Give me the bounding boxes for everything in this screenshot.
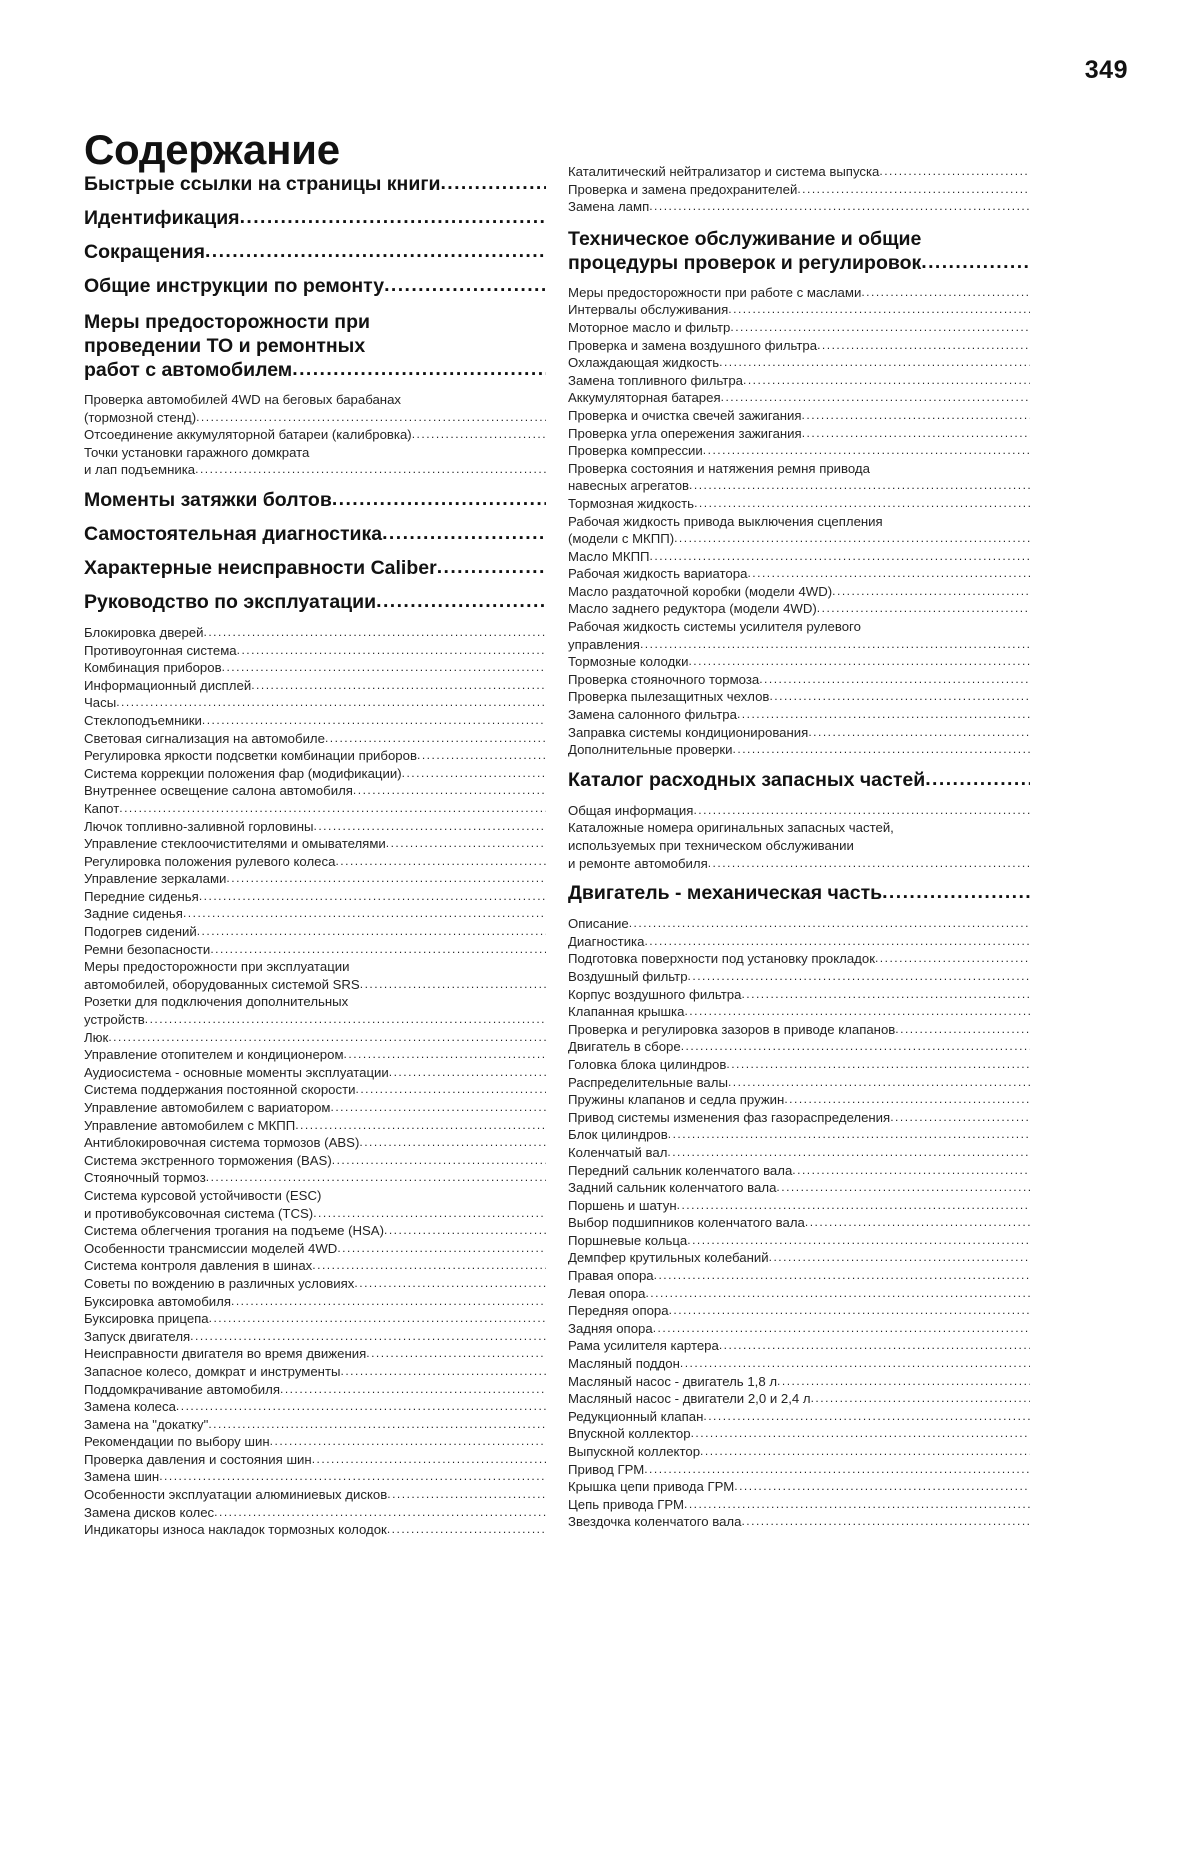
toc-entry-label: Впускной коллектор (568, 1426, 691, 1442)
toc-entry-continuation: Проверка состояния и натяжения ремня привода (568, 460, 870, 476)
toc-entry-label: Передние сиденья (84, 888, 199, 904)
toc-entry-label: Интервалы обслуживания (568, 302, 729, 318)
toc-entry-label: Рама усилителя картера (568, 1338, 719, 1354)
toc-entry-label: Блокировка дверей (84, 624, 204, 640)
toc-entry-label: Отсоединение аккумуляторной батареи (калибровка) (84, 427, 412, 443)
toc-entry-continuation: Рабочая жидкость системы усилителя рулевого (568, 619, 861, 635)
toc-entry-label: Проверка пылезащитных чехлов (568, 689, 770, 705)
toc-entry-label: Особенности трансмиссии моделей 4WD (84, 1240, 338, 1256)
toc-entry-label: Головка блока цилиндров (568, 1056, 727, 1072)
toc-entry-label: Система контроля давления в шинах (84, 1258, 313, 1274)
toc-entry-label: Капот (84, 800, 120, 816)
toc-entry-label: и ремонте автомобиля (568, 855, 708, 871)
toc-entry-label: Управление автомобилем с МКПП (84, 1117, 296, 1133)
toc-entry-label: Масляный насос - двигатели 2,0 и 2,4 л (568, 1391, 811, 1407)
toc-entry-label: Общая информация (568, 802, 694, 818)
toc-entry-label: и противобуксовочная система (TCS) (84, 1205, 314, 1221)
toc-column-right (568, 163, 1030, 1531)
toc-entry-label: Масло МКПП (568, 548, 650, 564)
toc-entry-label: Поршневые кольца (568, 1232, 688, 1248)
toc-entry-label: Рекомендации по выбору шин (84, 1434, 270, 1450)
toc-entry-continuation: Точки установки гаражного домкрата (84, 444, 310, 460)
toc-entry-label: Двигатель в сборе (568, 1039, 681, 1055)
toc-entry-label: Охлаждающая жидкость (568, 355, 720, 371)
toc-entry-label: Замена шин (84, 1469, 160, 1485)
toc-entry-label: Сокращения (84, 241, 205, 263)
toc-entry-label: Масло раздаточной коробки (модели 4WD) (568, 583, 833, 599)
toc-entry-label: Система коррекции положения фар (модификации) (84, 765, 402, 781)
toc-entry-label: Задняя опора (568, 1320, 653, 1336)
toc-entry-label: Правая опора (568, 1268, 654, 1284)
toc-entry-continuation: Каталожные номера оригинальных запасных частей, (568, 820, 894, 836)
toc-entry-label: Поршень и шатун (568, 1197, 677, 1213)
toc-entry-label: Буксировка автомобиля (84, 1293, 232, 1309)
toc-entry-label: Замена ламп (568, 199, 650, 215)
toc-entry-label: Привод системы изменения фаз газораспределения (568, 1109, 891, 1125)
toc-entry-label: Запуск двигателя (84, 1328, 191, 1344)
toc-entry-label: Масло заднего редуктора (модели 4WD) (568, 601, 817, 617)
toc-entry-label: Внутреннее освещение салона автомобиля (84, 783, 353, 799)
toc-entry-label: Проверка стояночного тормоза (568, 671, 760, 687)
toc-entry-label: Регулировка яркости подсветки комбинации приборов (84, 748, 417, 764)
toc-entry-label: Крышка цепи привода ГРМ (568, 1479, 735, 1495)
toc-entry-label: Заправка системы кондиционирования (568, 724, 809, 740)
toc-entry-label: Звездочка коленчатого вала (568, 1514, 742, 1530)
toc-entry-label: Аккумуляторная батарея (568, 390, 721, 406)
toc-entry-label: Редукционный клапан (568, 1408, 704, 1424)
toc-entry-label: Замена салонного фильтра (568, 707, 737, 723)
toc-entry-label: Руководство по эксплуатации (84, 590, 377, 613)
toc-heading-line: Техническое обслуживание и общие (568, 227, 922, 250)
toc-entry-label: Часы (84, 695, 117, 711)
toc-entry-label: Коленчатый вал (568, 1144, 668, 1160)
toc-entry-label: Регулировка положения рулевого колеса (84, 853, 336, 869)
toc-entry-label: Масляный насос - двигатель 1,8 л (568, 1373, 778, 1389)
toc-entry-label: Каталог расходных запасных частей (568, 768, 926, 791)
toc-entry-label: работ с автомобилем (84, 359, 293, 381)
toc-entry-label: Люк (84, 1029, 109, 1045)
toc-entry-label: Ремни безопасности (84, 941, 211, 957)
toc-entry-continuation: используемых при техническом обслуживании (568, 838, 854, 853)
toc-entry-continuation: Меры предосторожности при эксплуатации (84, 959, 350, 975)
toc-entry-label: Запасное колесо, домкрат и инструменты (84, 1363, 341, 1379)
toc-entry-label: навесных агрегатов (568, 478, 690, 494)
toc-entry-label: Комбинация приборов (84, 660, 222, 676)
toc-entry-label: Быстрые ссылки на страницы книги (84, 173, 441, 195)
toc-entry-label: Левая опора (568, 1285, 646, 1301)
toc-entry-label: Проверка угла опережения зажигания (568, 425, 802, 441)
toc-entry-label: Проверка давления и состояния шин (84, 1451, 312, 1467)
toc-entry-continuation: Рабочая жидкость привода выключения сцепления (568, 513, 883, 529)
toc-entry-label: Корпус воздушного фильтра (568, 986, 742, 1002)
toc-entry-label: Лючок топливно-заливной горловины (84, 818, 314, 834)
toc-entry-label: Противоугонная система (84, 642, 237, 658)
toc-entry-page-number (568, 163, 1200, 1860)
toc-entry-label: Антиблокировочная система тормозов (ABS) (84, 1135, 360, 1151)
toc-entry-label: Распределительные валы (568, 1074, 728, 1090)
toc-entry-label: Система облегчения трогания на подъеме (HSA) (84, 1223, 384, 1239)
toc-entry-label: Световая сигнализация на автомобиле (84, 730, 325, 746)
toc-entry-label: (модели с МКПП) (568, 531, 675, 547)
toc-entry-label: Описание (568, 916, 629, 932)
toc-entry-continuation: Проверка автомобилей 4WD на беговых барабанах (84, 392, 402, 407)
toc-entry-label: Блок цилиндров (568, 1127, 668, 1143)
toc-entry-label: Демпфер крутильных колебаний (568, 1250, 769, 1266)
toc-entry-label: Система экстренного торможения (BAS) (84, 1152, 332, 1168)
toc-entry-label: Управление стеклоочистителями и омывателями (84, 836, 386, 852)
toc-entry-label: Каталитический нейтрализатор и система выпуска (568, 164, 880, 179)
toc-entry-label: Привод ГРМ (568, 1461, 645, 1477)
page-number: 349 (1084, 56, 1128, 84)
toc-entry-label: Диагностика (568, 933, 645, 949)
toc-entry-continuation: Розетки для подключения дополнительных (84, 994, 349, 1010)
toc-entry-label: Система поддержания постоянной скорости (84, 1082, 356, 1098)
toc-entry-label: Тормозные колодки (568, 654, 689, 670)
toc-entry-label: Замена колеса (84, 1399, 176, 1415)
toc-entry-label: Клапанная крышка (568, 1004, 685, 1020)
toc-entry-label: Характерные неисправности Caliber (84, 556, 437, 579)
toc-sub-entry-индикаторы-износа-накладок-тормозных-колодок[interactable] (84, 1521, 546, 1539)
toc-entry-label: Цепь привода ГРМ (568, 1496, 684, 1512)
toc-entry-label: Советы по вождению в различных условиях (84, 1275, 355, 1291)
toc-entry-label: Выбор подшипников коленчатого вала (568, 1215, 805, 1231)
toc-entry-label: Выпускной коллектор (568, 1444, 701, 1459)
toc-entry-label: Управление зеркалами (84, 871, 227, 887)
toc-entry-label: устройств (84, 1012, 145, 1028)
toc-entry-label: Идентификация (84, 207, 240, 229)
toc-entry-label: Стояночный тормоз (84, 1170, 206, 1186)
toc-column-left (84, 163, 546, 1539)
toc-entry-label: Управление отопителем и кондиционером (84, 1047, 344, 1063)
toc-entry-label: Буксировка прицепа (84, 1311, 209, 1327)
toc-entry-label: Масляный поддон (568, 1356, 680, 1372)
toc-entry-label: Поддомкрачивание автомобиля (84, 1381, 280, 1397)
toc-entry-label: Проверка компрессии (568, 443, 703, 459)
toc-entry-label: Дополнительные проверки (568, 742, 733, 758)
toc-entry-label: Замена топливного фильтра (568, 372, 744, 388)
toc-heading-line: проведении ТО и ремонтных (84, 335, 366, 357)
toc-entry-label: Передний сальник коленчатого вала (568, 1162, 793, 1178)
toc-entry-label: Особенности эксплуатации алюминиевых дисков (84, 1487, 388, 1503)
toc-entry-label: Двигатель - механическая часть (568, 882, 883, 905)
toc-entry-label: Стеклоподъемники (84, 712, 202, 728)
toc-heading-line: Меры предосторожности при (84, 311, 370, 333)
toc-entry-label: Замена на "докатку" (84, 1416, 209, 1432)
toc-entry-label: Воздушный фильтр (568, 968, 688, 984)
toc-entry-label: Меры предосторожности при работе с маслами (568, 284, 862, 300)
toc-entry-label: Рабочая жидкость вариатора (568, 566, 748, 582)
toc-entry-label: Задние сиденья (84, 906, 183, 922)
toc-entry-label: Проверка и замена воздушного фильтра (568, 337, 818, 353)
toc-entry-label: Моторное масло и фильтр (568, 319, 731, 335)
toc-entry-label: и лап подъемника (84, 462, 196, 478)
toc-entry-label: Неисправности двигателя во время движения (84, 1346, 367, 1362)
toc-entry-label: Подготовка поверхности под установку прокладок (568, 951, 875, 967)
toc-entry-label: Тормозная жидкость (568, 495, 695, 511)
toc-entry-label: Задний сальник коленчатого вала (568, 1180, 777, 1196)
toc-entry-label: Проверка и замена предохранителей (568, 181, 798, 197)
toc-entry-label: Самостоятельная диагностика (84, 522, 383, 545)
toc-entry-label: автомобилей, оборудованных системой SRS (84, 976, 360, 992)
toc-entry-label: (тормозной стенд) (84, 409, 197, 425)
toc-entry-label: Управление автомобилем с вариатором (84, 1100, 331, 1115)
toc-entry-label: Пружины клапанов и седла пружин (568, 1092, 785, 1108)
toc-entry-label: Общие инструкции по ремонту (84, 275, 385, 297)
toc-entry-label: Подогрев сидений (84, 924, 197, 940)
toc-entry-label: Моменты затяжки болтов (84, 488, 332, 511)
toc-entry-label: Индикаторы износа накладок тормозных колодок (84, 1522, 387, 1538)
toc-entry-label: Аудиосистема - основные моменты эксплуатации (84, 1064, 389, 1080)
toc-entry-label: управления (568, 636, 640, 652)
toc-entry-label: Передняя опора (568, 1303, 669, 1319)
toc-entry-label: Проверка и очистка свечей зажигания (568, 407, 802, 423)
toc-entry-continuation: Система курсовой устойчивости (ESC) (84, 1187, 322, 1203)
toc-entry-label: Замена дисков колес (84, 1504, 215, 1520)
toc-entry-label: Информационный дисплей (84, 677, 252, 693)
toc-sub-entry-звездочка-коленчатого-вала[interactable] (568, 1513, 1030, 1531)
page-title: Содержание (84, 126, 340, 174)
toc-entry-label: процедуры проверок и регулировок (568, 251, 922, 274)
toc-entry-label: Проверка и регулировка зазоров в приводе клапанов (568, 1021, 896, 1037)
